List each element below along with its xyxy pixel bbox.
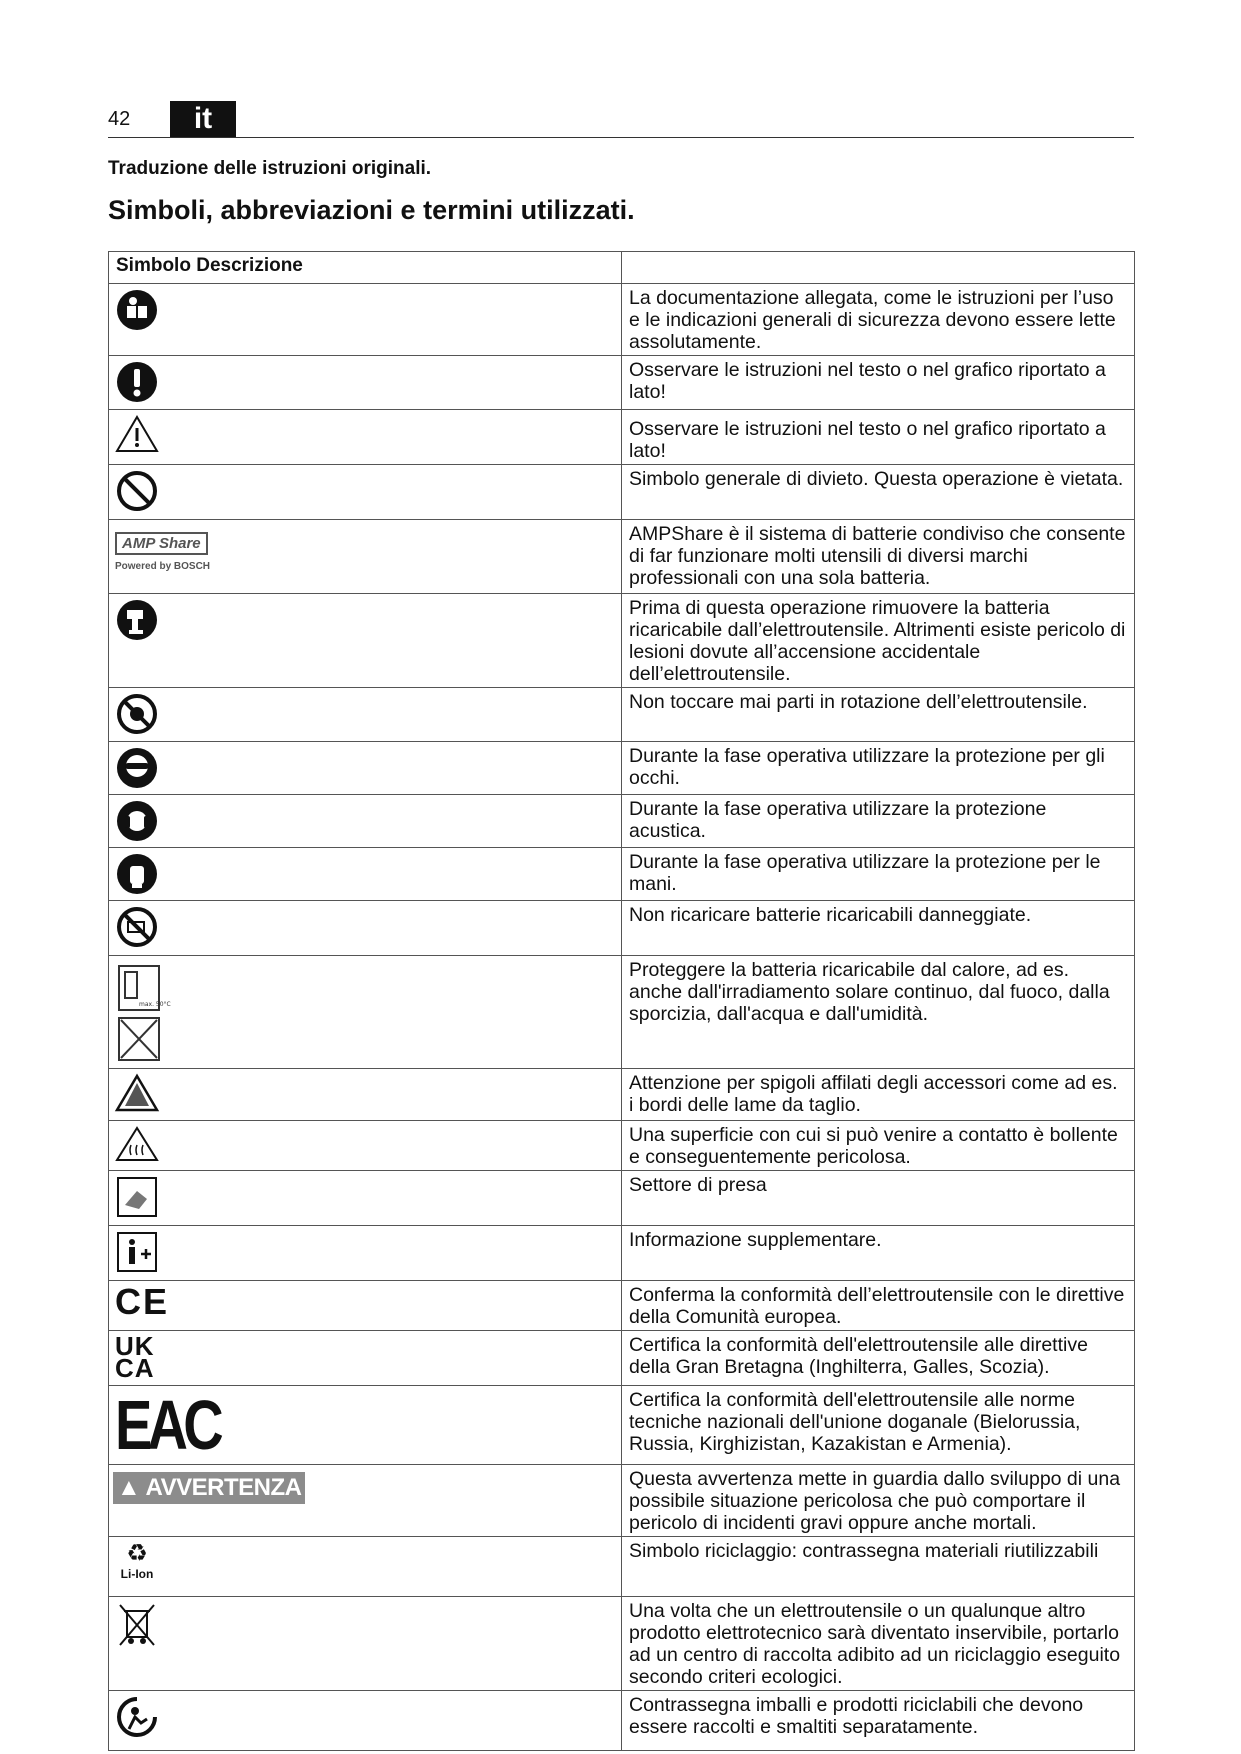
hot-surface-icon [115, 1125, 159, 1163]
symbol-cell [109, 594, 622, 688]
description-cell: Simbolo generale di divieto. Questa operazione è vietata. [622, 465, 1135, 520]
eac-mark-icon: EAC [115, 1386, 219, 1464]
ear-protection-icon [115, 799, 159, 843]
warning-badge-icon: ▲ AVVERTENZA [113, 1472, 305, 1504]
symbol-cell [109, 1226, 622, 1281]
description-cell: Settore di presa [622, 1171, 1135, 1226]
ukca-line-2: CA [115, 1353, 155, 1383]
hand-protection-icon [115, 852, 159, 896]
table-row [109, 1465, 1135, 1537]
weee-bin-icon [115, 1601, 159, 1649]
table-row [109, 1597, 1135, 1691]
table-row [109, 410, 1135, 465]
grip-area-icon [115, 1175, 159, 1219]
description-cell: Una superficie con cui si può venire a contatto è bollente e conseguentemente pericolosa. [622, 1121, 1135, 1171]
ukca-mark-icon [115, 1331, 615, 1383]
ampshare-logo-icon [115, 532, 615, 572]
table-row [109, 465, 1135, 520]
symbol-cell [109, 410, 622, 465]
table-row [109, 688, 1135, 742]
symbol-cell [109, 1537, 622, 1597]
symbol-cell [109, 1465, 622, 1537]
symbol-cell [109, 1171, 622, 1226]
document-subtitle: Traduzione delle istruzioni originali. [108, 158, 432, 179]
table-row [109, 594, 1135, 688]
symbol-cell [109, 520, 622, 594]
symbol-cell [109, 356, 622, 410]
symbol-cell [109, 1281, 622, 1331]
ampshare-logo-text: AMP Share [115, 532, 208, 555]
symbol-cell [109, 795, 622, 848]
table-row [109, 1281, 1135, 1331]
warning-triangle-icon [115, 414, 159, 454]
description-cell: AMPShare è il sistema di batterie condiviso che consente di far funzionare molti utensili di diversi marchi professionali con una sola batteria. [622, 520, 1135, 594]
table-row [109, 742, 1135, 795]
symbol-cell [109, 1691, 622, 1751]
description-cell: La documentazione allegata, come le istruzioni per l’uso e le indicazioni generali di sicurezza devono essere lette assolutamente. [622, 284, 1135, 356]
description-cell: Informazione supplementare. [622, 1226, 1135, 1281]
table-row [109, 356, 1135, 410]
table-header-row [109, 252, 1135, 284]
remove-battery-icon [115, 598, 159, 642]
table-row [109, 1331, 1135, 1386]
description-cell: Durante la fase operativa utilizzare la protezione per gli occhi. [622, 742, 1135, 795]
symbol-cell [109, 1121, 622, 1171]
ce-mark-icon: CE [115, 1281, 170, 1322]
symbol-cell [109, 1597, 622, 1691]
ukca-line-1: UK [115, 1331, 155, 1361]
description-cell: Attenzione per spigoli affilati degli accessori come ad es. i bordi delle lame da taglio. [622, 1069, 1135, 1121]
description-cell: Osservare le istruzioni nel testo o nel grafico riportato a lato! [622, 356, 1135, 410]
symbol-cell [109, 848, 622, 901]
description-cell: Conferma la conformità dell’elettroutensile con le direttive della Comunità europea. [622, 1281, 1135, 1331]
table-row [109, 1691, 1135, 1751]
symbol-cell [109, 284, 622, 356]
table-row [109, 848, 1135, 901]
symbol-cell [109, 688, 622, 742]
symbol-cell [109, 956, 622, 1069]
description-cell: Non ricaricare batterie ricaricabili danneggiate. [622, 901, 1135, 956]
no-touch-rotating-icon [115, 692, 159, 736]
recycle-arrows-icon: ♻ [126, 1540, 148, 1567]
description-cell: Certifica la conformità dell'elettroutensile alle norme tecniche nazionali dell'unione doganale (Bielorussia, Russia, Kirghizistan, Kazakistan e Armenia). [622, 1386, 1135, 1465]
symbol-cell [109, 1069, 622, 1121]
header-rule [108, 137, 1134, 138]
table-row [109, 1069, 1135, 1121]
page-number: 42 [108, 108, 131, 130]
page-title: Simboli, abbreviazioni e termini utilizzati. [108, 195, 635, 225]
table-row [109, 901, 1135, 956]
symbol-cell [109, 465, 622, 520]
separate-collection-icon [115, 1695, 159, 1739]
eye-protection-icon [115, 746, 159, 790]
info-plus-icon [115, 1230, 159, 1274]
table-column-header: Simbolo Descrizione [109, 252, 622, 284]
table-header-empty [622, 252, 1135, 284]
language-tab: it [170, 101, 236, 137]
description-cell: Simbolo riciclaggio: contrassegna materiali riutilizzabili [622, 1537, 1135, 1597]
symbol-table [108, 251, 1135, 1751]
sharp-edges-icon [115, 1073, 159, 1113]
symbol-cell [109, 742, 622, 795]
prohibition-icon [115, 469, 159, 513]
table-row [109, 1386, 1135, 1465]
table-row [109, 956, 1135, 1069]
description-cell: Contrassegna imballi e prodotti riciclabili che devono essere raccolti e smaltiti separatamente. [622, 1691, 1135, 1751]
read-manual-icon [115, 288, 159, 332]
table-row [109, 1537, 1135, 1597]
no-charge-damaged-battery-icon [115, 905, 159, 949]
li-ion-label: Li-Ion [120, 1567, 154, 1581]
description-cell: Una volta che un elettroutensile o un qualunque altro prodotto elettrotecnico sarà diventato inservibile, portarlo ad un centro di raccolta adibito ad un riciclaggio eseguito secondo criteri ecologici. [622, 1597, 1135, 1691]
symbol-cell [109, 1331, 622, 1386]
exclamation-icon [115, 360, 159, 404]
description-cell: Osservare le istruzioni nel testo o nel grafico riportato a lato! [622, 410, 1135, 465]
description-cell: Non toccare mai parti in rotazione dell’elettroutensile. [622, 688, 1135, 742]
table-row [109, 520, 1135, 594]
temperature-label: max. 50°C [139, 1001, 171, 1008]
description-cell: Prima di questa operazione rimuovere la batteria ricaricabile dall’elettroutensile. Altrimenti esiste pericolo di lesioni dovute all’accensione accidentale dell’elettroutensile. [622, 594, 1135, 688]
table-row [109, 1121, 1135, 1171]
symbol-cell [109, 1386, 622, 1465]
warning-badge-label: AVVERTENZA [145, 1474, 302, 1501]
description-cell: Questa avvertenza mette in guardia dallo sviluppo di una possibile situazione pericolosa che può comportare il pericolo di incidenti gravi oppure anche mortali. [622, 1465, 1135, 1537]
ampshare-powered-by: Powered by BOSCH [115, 561, 211, 572]
description-cell: Proteggere la batteria ricaricabile dal calore, ad es. anche dall'irradiamento solare continuo, dal fuoco, dalla sporcizia, dall'acqua e dall'umidità. [622, 956, 1135, 1069]
description-cell: Durante la fase operativa utilizzare la protezione acustica. [622, 795, 1135, 848]
table-row [109, 1171, 1135, 1226]
symbol-cell [109, 901, 622, 956]
table-row [109, 795, 1135, 848]
description-cell: Certifica la conformità dell'elettroutensile alle direttive della Gran Bretagna (Inghilterra, Galles, Scozia). [622, 1331, 1135, 1386]
recycle-li-ion-icon [115, 1541, 159, 1581]
battery-heat-protection-icon [115, 960, 171, 1064]
table-row [109, 1226, 1135, 1281]
description-cell: Durante la fase operativa utilizzare la protezione per le mani. [622, 848, 1135, 901]
table-row [109, 284, 1135, 356]
